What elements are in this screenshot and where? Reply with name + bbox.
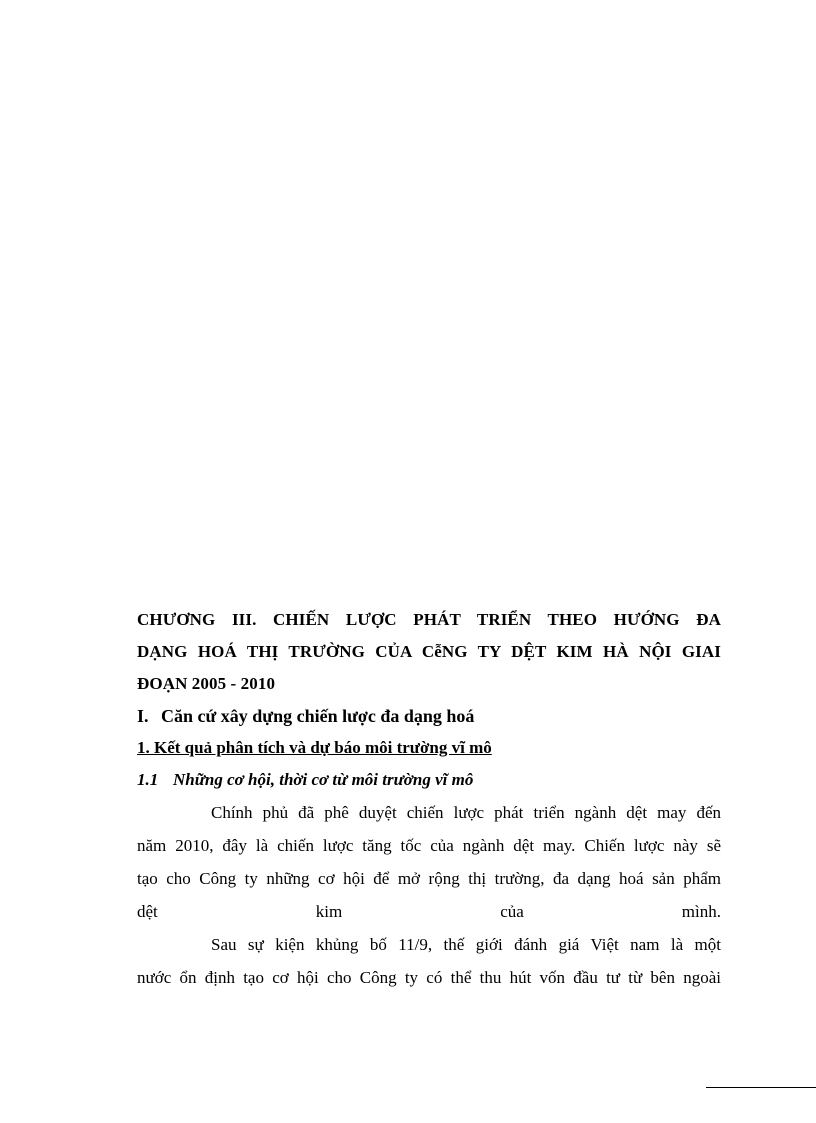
- footnote-separator: [706, 1087, 816, 1088]
- subsection-heading: 1. Kết quả phân tích và dự báo môi trường vĩ mô: [137, 738, 492, 757]
- paragraph-line: nước ổn định tạo cơ hội cho Công ty có thể thu hút vốn đầu tư từ bên ngoài: [137, 968, 721, 987]
- paragraph-line: tạo cho Công ty những cơ hội để mở rộng thị trường, đa dạng hoá sản phẩm: [137, 869, 721, 888]
- paragraph-line: Chính phủ đã phê duyệt chiến lược phát triển ngành dệt may đến: [211, 803, 721, 822]
- chapter-title-line: DẠNG HOÁ THỊ TRƯỜNG CỦA CễNG TY DỆT KIM HÀ NỘI GIAI: [137, 642, 721, 661]
- page-content: [137, 604, 721, 994]
- section-heading: [137, 700, 721, 732]
- chapter-title-line: CHƯƠNG III. CHIẾN LƯỢC PHÁT TRIỂN THEO HƯỚNG ĐA: [137, 610, 721, 629]
- section-title: Căn cứ xây dựng chiến lược đa dạng hoá: [161, 706, 475, 726]
- paragraph: [137, 796, 721, 928]
- paragraph: [137, 928, 721, 994]
- paragraph-line: dệt kim của mình.: [137, 902, 721, 921]
- section-number: I.: [137, 706, 149, 726]
- chapter-title: [137, 604, 721, 700]
- paragraph-line: Sau sự kiện khủng bố 11/9, thế giới đánh giá Việt nam là một: [211, 935, 721, 954]
- chapter-title-line: ĐOẠN 2005 - 2010: [137, 674, 276, 693]
- paragraph-line: năm 2010, đây là chiến lược tăng tốc của ngành dệt may. Chiến lược này sẽ: [137, 836, 721, 855]
- subsubsection-heading: [137, 764, 721, 796]
- subsubsection-title: Những cơ hội, thời cơ từ môi trường vĩ mô: [173, 770, 474, 789]
- subsubsection-number: 1.1: [137, 770, 159, 789]
